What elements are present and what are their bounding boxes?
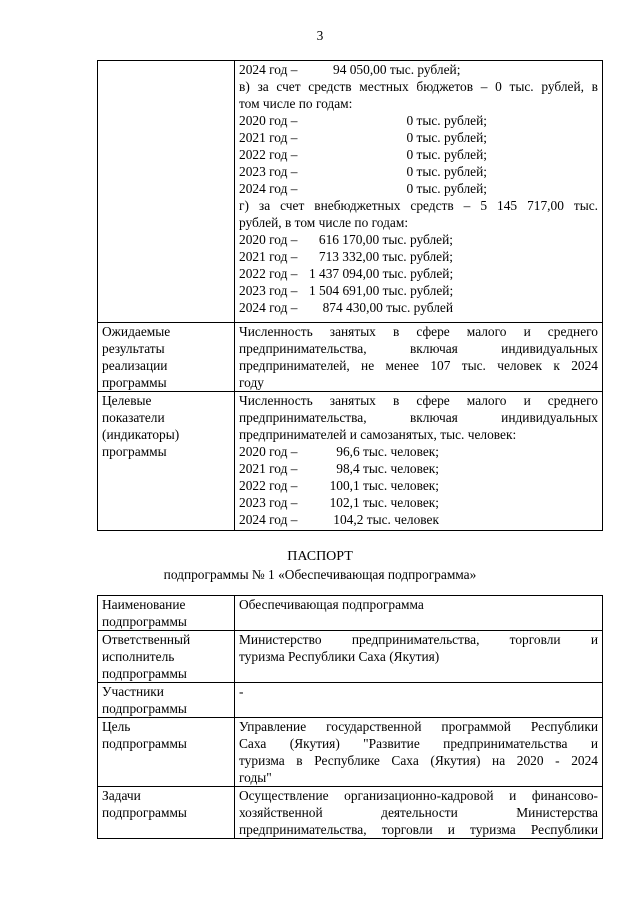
row-text: Управление государственной программой Республики Саха (Якутия) "Развитие предпринимательства и туризма в Республике Саха (Якутия) на 2020 - 2024 годы": [235, 718, 603, 787]
row-label: Наименование подпрограммы: [98, 596, 235, 631]
empty-label-cell: [98, 61, 235, 323]
row-text: Министерство предпринимательства, торговли и туризма Республики Саха (Якутия): [235, 631, 603, 683]
page-number: 3: [316, 28, 324, 43]
funding-line: 2023 год – 0 тыс. рублей;: [239, 164, 487, 179]
target-indicators-text: Численность занятых в сфере малого и среднего предпринимательства, включая индивидуальных предпринимателей и самозанятых, тыс. человек: 2020 год – 96,6 тыс. человек; 2021 год – 98,4 тыс. человек; 2022 год – 100,1 тыс. человек; 2023 год – 102,1 тыс. человек; 2024 год – 104,2 тыс. человек: [235, 392, 603, 531]
extrabudget-heading: г) за счет внебюджетных средств – 5 145 717,00 тыс.: [239, 198, 598, 213]
indicator-line: 2021 год – 98,4 тыс. человек;: [239, 461, 439, 476]
row-text: -: [235, 683, 603, 718]
funding-line: 2024 год – 0 тыс. рублей;: [239, 181, 487, 196]
row-label: Ответственный исполнитель подпрограммы: [98, 631, 235, 683]
indicator-line: 2023 год – 102,1 тыс. человек;: [239, 495, 439, 510]
expected-results-label: Ожидаемые результаты реализации программы: [98, 323, 235, 392]
extrabudget-heading: рублей, в том числе по годам:: [239, 215, 409, 230]
funding-line: 2023 год – 1 504 691,00 тыс. рублей;: [239, 283, 454, 298]
indicator-line: 2022 год – 100,1 тыс. человек;: [239, 478, 439, 493]
local-budget-heading: том числе по годам:: [239, 96, 353, 111]
row-text: Осуществление организационно-кадровой и финансово- хозяйственной деятельности Министерства предпринимательства, торговли и туризма Республики: [235, 787, 603, 839]
funding-line: 2024 год – 874 430,00 тыс. рублей: [239, 300, 453, 315]
table-row: [98, 323, 603, 392]
funding-cell: [235, 61, 603, 323]
row-label: Участники подпрограммы: [98, 683, 235, 718]
funding-line: 2020 год – 0 тыс. рублей;: [239, 113, 487, 128]
row-text: Обеспечивающая подпрограмма: [235, 596, 603, 631]
subprogram-passport-table: [97, 595, 603, 839]
table-row: [98, 596, 603, 631]
row-label: Задачи подпрограммы: [98, 787, 235, 839]
funding-line: 2021 год – 0 тыс. рублей;: [239, 130, 487, 145]
funding-line: 2022 год – 1 437 094,00 тыс. рублей;: [239, 266, 454, 281]
table-row: [98, 392, 603, 531]
funding-line: 2021 год – 713 332,00 тыс. рублей;: [239, 249, 453, 264]
indicator-line: 2020 год – 96,6 тыс. человек;: [239, 444, 439, 459]
table-row: [98, 683, 603, 718]
row-label: Цель подпрограммы: [98, 718, 235, 787]
expected-results-text: Численность занятых в сфере малого и среднего предпринимательства, включая индивидуальных предпринимателей, не менее 107 тыс. человек к 2024 году: [235, 323, 603, 392]
funding-line: 2022 год – 0 тыс. рублей;: [239, 147, 487, 162]
passport-subtitle: подпрограммы № 1 «Обеспечивающая подпрограмма»: [163, 567, 477, 582]
table-row: [98, 787, 603, 839]
program-passport-table-continued: [97, 60, 603, 531]
funding-line: 2020 год – 616 170,00 тыс. рублей;: [239, 232, 453, 247]
table-row: [98, 61, 603, 323]
local-budget-heading: в) за счет средств местных бюджетов – 0 тыс. рублей, в: [239, 79, 598, 94]
target-indicators-label: Целевые показатели (индикаторы) программы: [98, 392, 235, 531]
indicator-line: 2024 год – 104,2 тыс. человек: [239, 512, 439, 527]
table-row: [98, 631, 603, 683]
passport-title: ПАСПОРТ: [287, 549, 353, 564]
funding-line: 2024 год – 94 050,00 тыс. рублей;: [239, 62, 461, 77]
table-row: [98, 718, 603, 787]
